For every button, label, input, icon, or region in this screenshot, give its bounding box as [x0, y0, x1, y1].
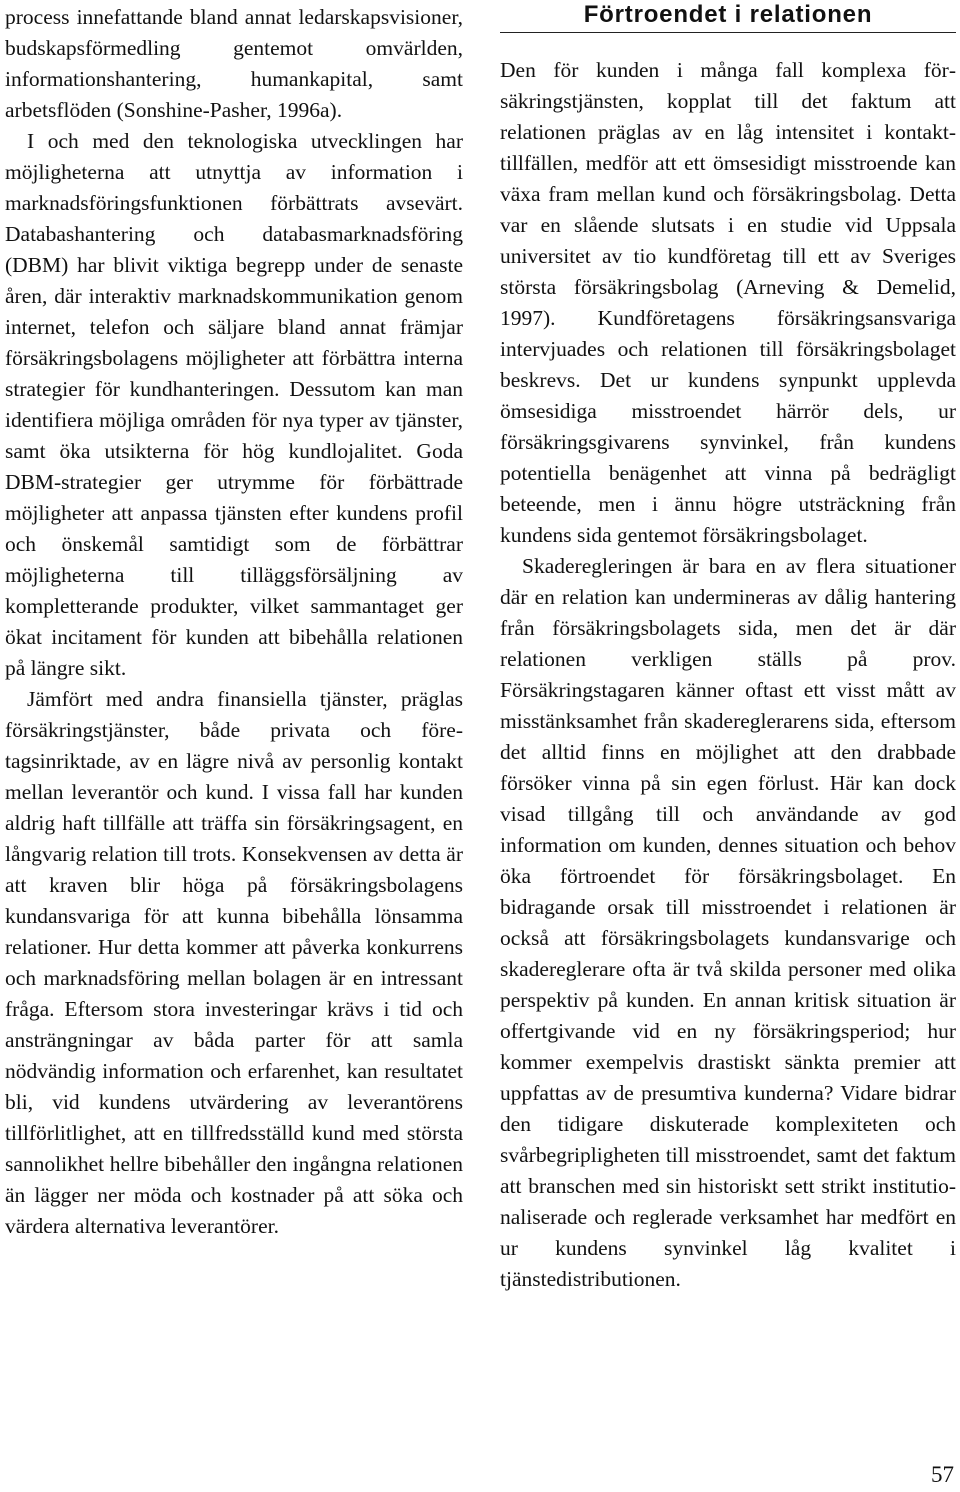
body-paragraph: Jämfört med andra finansiella tjänster, präglas försäkringstjänster, både privata och företagsinriktade, av en lägre nivå av personlig kontakt mellan leverantör och kund. I vissa fall har kunden aldrig haft tillfälle att träffa sin försäkringsagent, en långvarig relation till trots. Konsekvensen av detta är att kraven blir höga på försäkringsbolagens kundansvariga för att kunna bibehålla lönsamma relationer. Hur detta kommer att påverka konkurrens och marknadsföring mellan bolagen är en intressant fråga. Eftersom stora investeringar krävs i tid och ansträngningar av båda parter för att samla nödvändig information och erfarenhet, kan resultatet bli, vid kundens utvärdering av leverantörens tillförlitlighet, att en tillfredsställd kund med största sannolikhet hellre bibehåller den ingångna relationen än lägger ner möda och kostnader på att söka och värdera alternativa leverantörer. — [5, 687, 463, 1238]
right-text-column — [500, 0, 956, 1295]
section-heading: Förtroendet i relationen — [500, 0, 956, 33]
body-paragraph: Den för kunden i många fall komplexa försäkringstjänsten, kopplat till det faktum att relationen präglas av en låg intensitet i kontakttillfällen, medför att ett ömsesidigt misstroende kan växa fram mellan kund och försäkringsbolag. Detta var en slående slutsats i en studie vid Uppsala universitet av tio kundföretag till ett av Sveriges största försäkringsbolag (Arneving & Demelid, 1997). Kundföretagens försäkringsansvariga intervjuades och relationen till försäkringsbolaget beskrevs. Det ur kundens synpunkt upplevda ömsesidiga misstroendet härrör dels, ur försäkringsgivarens synvinkel, från kundens potentiella benägenhet att vinna på bedrägligt beteende, men i ännu högre utsträckning från kundens sida gentemot försäkringsbolaget. — [500, 58, 956, 547]
body-paragraph: process innefattande bland annat ledarskapsvisioner, budskapsförmedling gentemot omvärlden, informationshantering, humankapital, samt arbetsflöden (Sonshine-Pasher, 1996a). — [5, 5, 463, 122]
body-paragraph: Skaderegleringen är bara en av flera situationer där en relation kan undermineras av dålig hantering från försäkringsbolagets sida, men det är där relationen verkligen ställs på prov. Försäkringstagaren känner oftast ett visst mått av misstänksamhet från skadereglerarens sida, eftersom det alltid finns en möjlighet att den drabbade försöker vinna på sin egen förlust. Här kan dock visad tillgång till och användande av god information om kunden, dennes situation och behov öka förtroendet för försäkringsbolaget. En bidragande orsak till misstroendet i relationen är också att försäkringsbolagets kundansvarige och skadereglerare ofta är två skilda personer med olika perspektiv på kunden. En annan kritisk situation är offertgivande vid en ny försäkringsperiod; hur kommer exempelvis drastiskt sänkta premier att uppfattas av de presumtiva kunderna? Vidare bidrar den tidigare diskuterade komplexiteten och svårbegripligheten till misstroendet, samt det faktum att branschen med sin historiskt sett strikt institutionaliserade och reglerade verksamhet har medfört en ur kundens synvinkel låg kvalitet i tjänstedistributionen. — [500, 554, 956, 1291]
left-text-column — [5, 0, 463, 1242]
page-number: 57 — [931, 1462, 954, 1487]
body-paragraph: I och med den teknologiska utvecklingen har möjligheterna att utnyttja av information i marknadsföringsfunktionen förbättrats avsevärt. Databashantering och databasmarknadsföring (DBM) har blivit viktiga begrepp under de senaste åren, där interaktiv marknadskommunikation genom internet, telefon och säljare bland annat främjar försäkringsbolagens möjligheter att förbättra interna strategier för kundhanteringen. Dessutom kan man identifiera möjliga områden för nya typer av tjänster, samt öka utsikterna för hög kundlojalitet. Goda DBM-strategier ger utrymme för förbättrade möjligheter att anpassa tjänsten efter kundens profil och önskemål samtidigt som de förbättrar möjligheterna till tilläggsförsäljning av kompletterande produkter, vilket sammantaget ger ökat incitament för kunden att bibehålla relationen på längre sikt. — [5, 129, 463, 680]
